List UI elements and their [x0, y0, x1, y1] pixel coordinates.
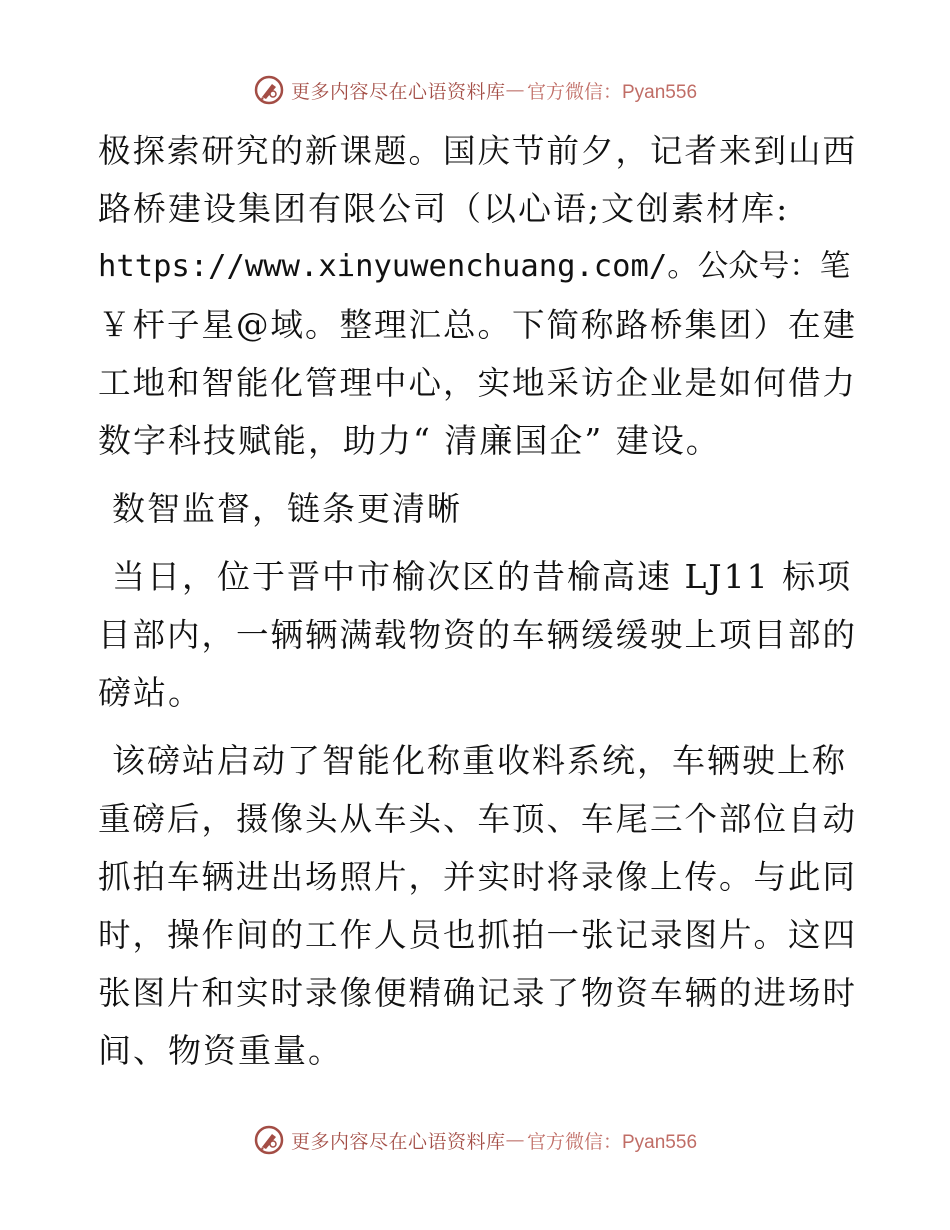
text-line: 该磅站启动了智能化称重收料系统，车辆驶上称 — [112, 741, 847, 780]
pen-logo-icon — [253, 1124, 285, 1156]
text-line-url: https://www.xinyuwenchuang.com/。公众号：笔 — [98, 249, 851, 284]
text-line: 数字科技赋能，助力“ 清廉国企” 建设。 — [98, 421, 721, 460]
banner-wechat: 官方微信：Pyan556 — [527, 81, 698, 103]
paragraph-intro — [98, 122, 858, 470]
section-heading — [98, 480, 858, 538]
text-line: ￥杆子星@域。整理汇总。下简称路桥集团）在建 — [98, 306, 858, 344]
text-line: 路桥建设集团有限公司（以心语;文创素材库: — [98, 189, 790, 228]
pen-logo-icon — [253, 74, 285, 106]
banner-wechat: 官方微信：Pyan556 — [527, 1131, 698, 1153]
paragraph-smart-system — [98, 732, 858, 1080]
document-body — [98, 122, 858, 1080]
text-line: 当日，位于晋中市榆次区的昔榆高速 LJ11 标项 — [112, 557, 853, 596]
banner-separator: — — [505, 79, 525, 101]
banner-text: 更多内容尽在心语资料库 — [290, 80, 506, 103]
banner-separator: — — [505, 1129, 525, 1151]
section-heading-text: 数智监督，链条更清晰 — [112, 489, 462, 528]
text-line: 间、物资重量。 — [98, 1031, 343, 1070]
text-line: 重磅后，摄像头从车头、车顶、车尾三个部位自动 — [98, 800, 858, 838]
banner-text: 更多内容尽在心语资料库 — [290, 1130, 506, 1153]
text-line: 张图片和实时录像便精确记录了物资车辆的进场时 — [98, 974, 858, 1012]
text-line: 时，操作间的工作人员也抓拍一张记录图片。这四 — [98, 916, 858, 954]
text-line: 工地和智能化管理中心，实地采访企业是如何借力 — [98, 364, 858, 402]
text-line: 极探索研究的新课题。国庆节前夕，记者来到山西 — [98, 132, 858, 170]
text-line: 目部内，一辆辆满载物资的车辆缓缓驶上项目部的 — [98, 616, 858, 654]
header-banner — [0, 70, 950, 110]
text-line: 抓拍车辆进出场照片，并实时将录像上传。与此同 — [98, 858, 858, 896]
text-line: 磅站。 — [98, 673, 203, 712]
paragraph-weighing-station — [98, 548, 858, 722]
footer-banner — [0, 1120, 950, 1160]
